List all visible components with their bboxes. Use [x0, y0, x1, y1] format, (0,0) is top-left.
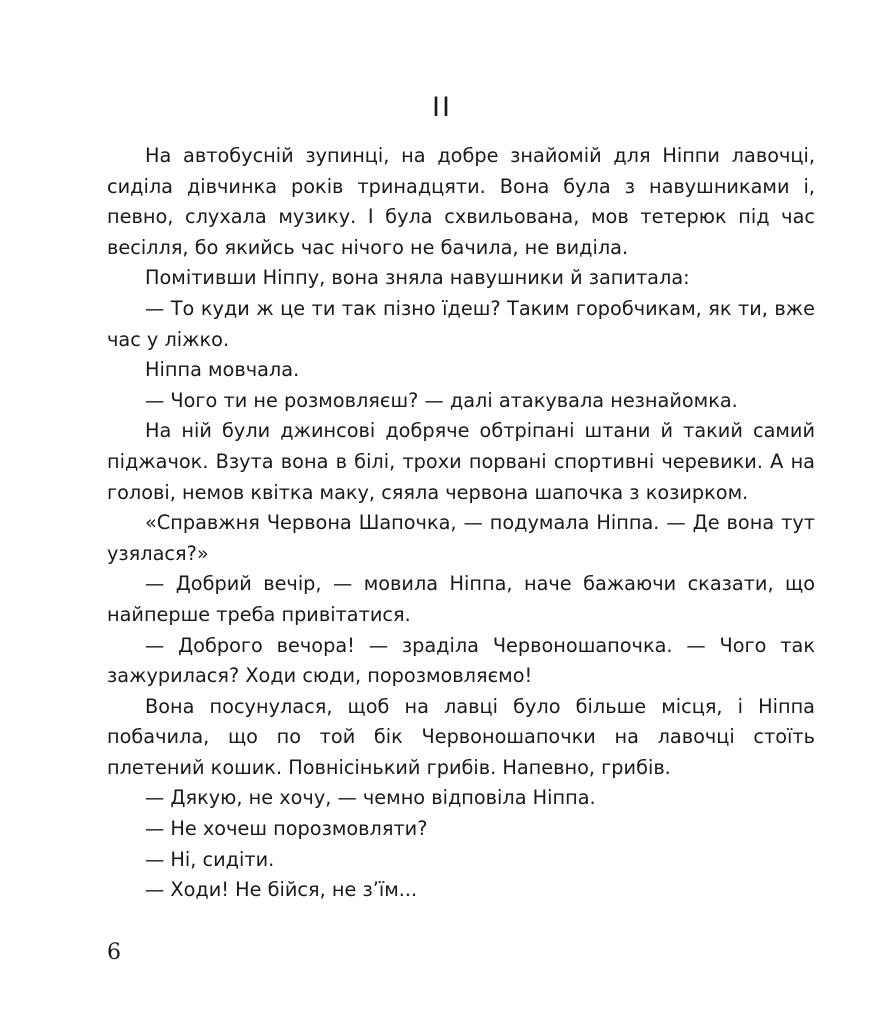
paragraph: «Справжня Червона Шапочка, — подумала Ніппа. — Де вона тут узялася?» [107, 511, 815, 565]
paragraph: — Доброго вечора! — зраділа Червоношапочка. — Чого так зажурилася? Ходи сюди, порозмовляємо! [107, 633, 815, 688]
paragraph: Вона посунулася, щоб на лавці було більше місця, і Ніппа побачила, що по той бік Червоношапочки на лавочці стоїть плетений кошик. Повнісінький грибів. Напевно, грибів. [107, 694, 815, 779]
paragraph: — Чого ти не розмовляєш? — далі атакувала незнайомка. [145, 388, 738, 412]
paragraph: — Добрий вечір, — мовила Ніппа, наче бажаючи сказати, що найперше треба привітатися. [107, 572, 815, 626]
paragraph: Помітивши Ніппу, вона зняла навушники й запитала: [145, 266, 690, 290]
paragraph: — То куди ж це ти так пізно їдеш? Таким горобчикам, як ти, вже час у ліжко. [107, 296, 815, 351]
paragraph: — Не хочеш порозмовляти? [145, 817, 428, 841]
chapter-title: II [432, 92, 452, 123]
body-text [107, 141, 815, 906]
paragraph: Ніппа мовчала. [145, 358, 300, 382]
paragraph: — Ходи! Не бійся, не з’їм... [145, 878, 418, 902]
page-number: 6 [107, 940, 121, 965]
paragraph: На ній були джинсові добряче обтріпані штани й такий самий піджачок. Взута вона в білі, трохи порвані спортивні черевики. А на голові, немов квітка маку, сяяла червона шапочка з козирком. [107, 419, 815, 504]
paragraph: — Ні, сидіти. [145, 847, 275, 871]
paragraph: На автобусній зупинці, на добре знайомій для Ніппи лавочці, сиділа дівчинка років тринадцяти. Вона була з навушниками і, певно, слухала музику. І була схвильована, мов тетерюк під час весілля, бо якийсь час нічого не бачила, не виділа. [107, 144, 815, 259]
paragraph: — Дякую, не хочу, — чемно відповіла Ніппа. [145, 786, 596, 810]
